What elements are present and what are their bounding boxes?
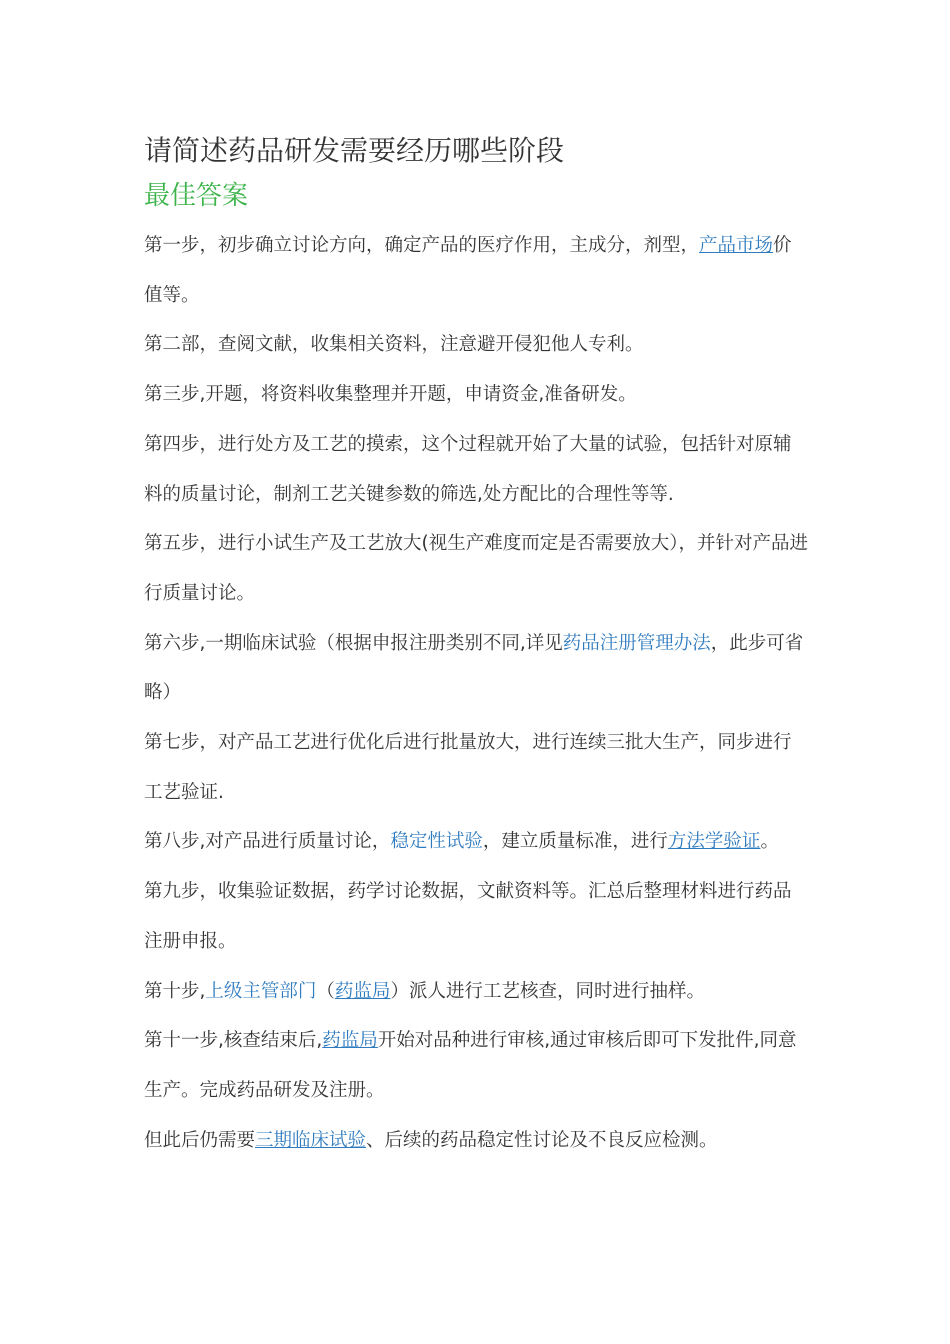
step-6-paragraph	[144, 619, 809, 718]
step-6-text-end: ，此步可省略）	[144, 632, 804, 704]
step-10-text-end: ）派人进行工艺核查，同时进行抽样。	[390, 980, 705, 1002]
closing-paragraph	[144, 1116, 809, 1166]
step-11-paragraph	[144, 1016, 809, 1115]
best-answer-heading: 最佳答案	[144, 181, 249, 211]
step-8-text: 第八步,对产品进行质量讨论，	[144, 831, 391, 853]
step-7-paragraph: 第七步，对产品工艺进行优化后进行批量放大，进行连续三批大生产，同步进行工艺验证.	[144, 732, 792, 803]
link-phase-3-trial[interactable]: 三期临床试验	[255, 1129, 367, 1151]
document-page	[144, 128, 809, 1165]
step-10-text: 第十步,	[144, 980, 206, 1002]
step-6-text: 第六步,一期临床试验（根据申报注册类别不同,详见	[144, 632, 563, 654]
closing-text: 但此后仍需要	[144, 1129, 256, 1151]
step-10-paragraph	[144, 967, 809, 1017]
step-1-text: 第一步，初步确立讨论方向，确定产品的医疗作用，主成分，剂型，	[144, 235, 700, 256]
step-11-text-end: 开始对品种进行审核,通过审核后即可下发批件,同意生产。完成药品研发及注册。	[144, 1030, 797, 1101]
link-drug-registration-rules[interactable]: 药品注册管理办法	[562, 632, 711, 654]
step-3-paragraph: 第三步,开题，将资料收集整理并开题，申请资金,准备研发。	[144, 384, 637, 406]
link-method-validation[interactable]: 方法学验证	[667, 831, 761, 853]
step-9-paragraph: 第九步，收集验证数据，药学讨论数据，文献资料等。汇总后整理材料进行药品注册申报。	[144, 881, 792, 952]
step-4-paragraph: 第四步，进行处方及工艺的摸索，这个过程就开始了大量的试验，包括针对原辅料的质量讨论，制剂工艺关键参数的筛选,处方配比的合理性等等.	[144, 433, 792, 505]
step-8-paragraph	[144, 817, 809, 867]
step-10-text-mid: （	[316, 980, 335, 1002]
link-superior-authority[interactable]: 上级主管部门	[205, 980, 317, 1002]
link-product-market[interactable]: 产品市场	[699, 235, 774, 256]
step-1-text-end: 价值等。	[144, 235, 792, 306]
document-title: 请简述药品研发需要经历哪些阶段	[144, 134, 565, 167]
step-1-paragraph	[144, 221, 809, 320]
step-8-text-mid: ，建立质量标准，进行	[482, 831, 668, 853]
link-drug-administration[interactable]: 药监局	[334, 980, 391, 1002]
link-drug-administration-2[interactable]: 药监局	[322, 1030, 378, 1052]
step-2-paragraph: 第二部，查阅文献，收集相关资料，注意避开侵犯他人专利。	[144, 334, 644, 356]
link-stability-test[interactable]: 稳定性试验	[390, 831, 483, 853]
step-11-text: 第十一步,核查结束后,	[144, 1030, 323, 1052]
closing-text-end: 、后续的药品稳定性讨论及不良反应检测。	[366, 1129, 718, 1151]
step-8-text-end: 。	[760, 831, 779, 853]
step-5-paragraph: 第五步，进行小试生产及工艺放大(视生产难度而定是否需要放大），并针对产品进行质量讨论。	[144, 533, 808, 604]
